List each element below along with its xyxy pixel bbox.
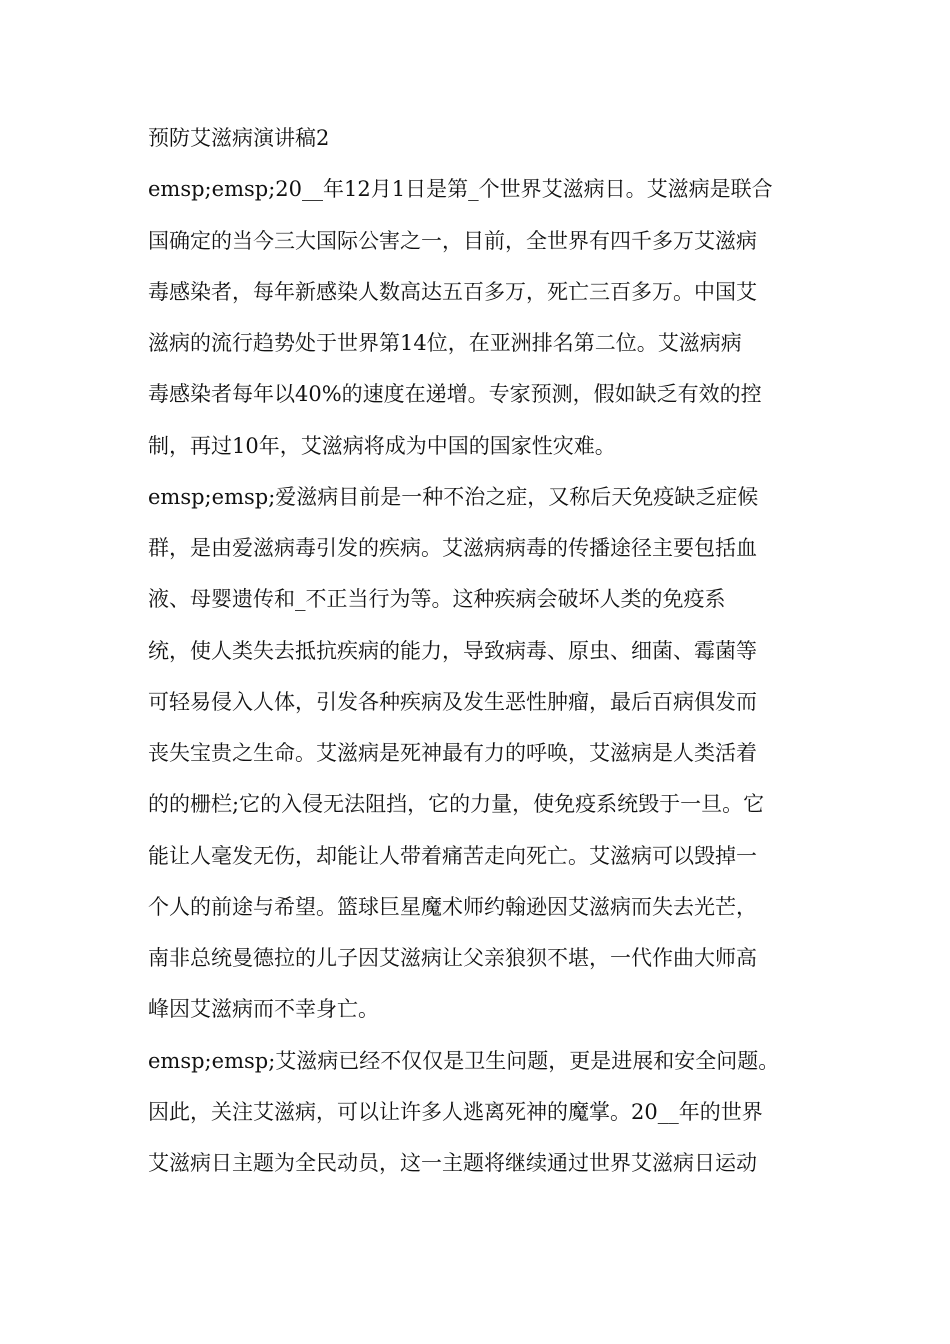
text-line: 峰因艾滋病而不幸身亡。 <box>148 997 379 1021</box>
text-line: 毒感染者，每年新感染人数高达五百多万，死亡三百多万。中国艾 <box>148 280 757 304</box>
text-line: 毒感染者每年以40%的速度在递增。专家预测，假如缺乏有效的控 <box>148 382 762 406</box>
text-line: 统，使人类失去抵抗疾病的能力，导致病毒、原虫、细菌、霉菌等 <box>148 639 757 663</box>
text-line: 丧失宝贵之生命。艾滋病是死神最有力的呼唤，艾滋病是人类活着 <box>148 741 757 765</box>
document-title: 预防艾滋病演讲稿2 <box>148 126 330 150</box>
text-line: 滋病的流行趋势处于世界第14位，在亚洲排名第二位。艾滋病病 <box>148 331 742 355</box>
text-line: 艾滋病日主题为全民动员，这一主题将继续通过世界艾滋病日运动 <box>148 1151 757 1175</box>
text-line: 可轻易侵入人体，引发各种疾病及发生恶性肿瘤，最后百病俱发而 <box>148 690 757 714</box>
text-line: 群，是由爱滋病毒引发的疾病。艾滋病病毒的传播途径主要包括血 <box>148 536 757 560</box>
text-line: 南非总统曼德拉的儿子因艾滋病让父亲狼狈不堪，一代作曲大师高 <box>148 946 757 970</box>
text-line: 的的栅栏;它的入侵无法阻挡，它的力量，使免疫系统毁于一旦。它 <box>148 792 765 816</box>
text-line: 个人的前途与希望。篮球巨星魔术师约翰逊因艾滋病而失去光芒， <box>148 895 757 919</box>
text-line: 能让人毫发无伤，却能让人带着痛苦走向死亡。艾滋病可以毁掉一 <box>148 844 757 868</box>
text-line: 制，再过10年，艾滋病将成为中国的国家性灾难。 <box>148 434 616 458</box>
text-line: emsp;emsp;20__年12月1日是第_个世界艾滋病日。艾滋病是联合 <box>148 177 773 201</box>
text-line: emsp;emsp;爱滋病目前是一种不治之症，又称后天免疫缺乏症候 <box>148 485 759 509</box>
text-line: emsp;emsp;艾滋病已经不仅仅是卫生问题，更是进展和安全问题。 <box>148 1049 780 1073</box>
text-line: 液、母婴遗传和_不正当行为等。这种疾病会破坏人类的免疫系 <box>148 587 726 611</box>
text-line: 因此，关注艾滋病，可以让许多人逃离死神的魔掌。20__年的世界 <box>148 1100 763 1124</box>
text-line: 国确定的当今三大国际公害之一，目前，全世界有四千多万艾滋病 <box>148 229 757 253</box>
